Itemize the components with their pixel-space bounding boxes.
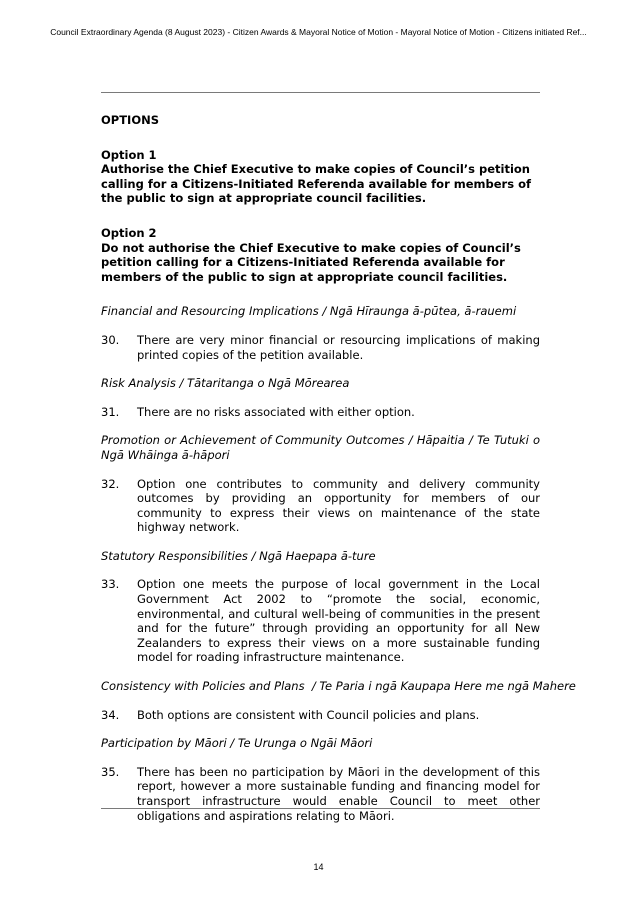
paragraph-text: There has been no participation by Māori in the development of this report, however a more sustainable funding and financing model for transport infrastructure would enable Council to meet other obligations and aspirations relating to Māori. [137, 764, 540, 823]
paragraph-33 [101, 577, 540, 665]
document-body [101, 113, 576, 837]
paragraph-text: Option one contributes to community and delivery community outcomes by providing an opportunity for members of our community to express their views on maintenance of the state highway network. [137, 476, 540, 535]
paragraph-text: There are very minor financial or resourcing implications of making printed copies of the petition available. [137, 332, 540, 362]
section-heading: OPTIONS [101, 113, 160, 127]
paragraph-35 [101, 765, 540, 823]
option-1-label: Option 1 [101, 147, 157, 162]
paragraph-text: There are no risks associated with either option. [137, 404, 415, 419]
subheading-consistency: Consistency with Policies and Plans / Te Paria i ngā Kaupapa Here me ngā Mahere [101, 679, 576, 694]
subheading-statutory: Statutory Responsibilities / Ngā Haepapa ā-ture [101, 548, 376, 563]
paragraph-number: 30. [101, 332, 120, 347]
paragraph-34 [101, 708, 540, 723]
paragraph-number: 34. [101, 707, 120, 722]
top-divider [101, 92, 540, 93]
paragraph-number: 31. [101, 404, 120, 419]
subheading-financial: Financial and Resourcing Implications / Ngā Hīraunga ā-pūtea, ā-rauemi [101, 304, 517, 319]
option-2 [101, 226, 540, 284]
paragraph-text: Both options are consistent with Council policies and plans. [137, 707, 480, 722]
subheading-community-outcomes: Promotion or Achievement of Community Outcomes / Hāpaitia / Te Tutuki o Ngā Whāinga ā-hāpori [101, 433, 540, 462]
bottom-divider [101, 808, 540, 809]
paragraph-number: 35. [101, 764, 120, 779]
paragraph-32 [101, 477, 540, 535]
option-1-text: Authorise the Chief Executive to make copies of Council’s petition calling for a Citizens-Initiated Referenda available for members of the public to sign at appropriate council facilities. [101, 162, 531, 206]
paragraph-text: Option one meets the purpose of local government in the Local Government Act 2002 to “promote the social, economic, environmental, and cultural well-being of communities in the present and for the future” through providing an opportunity for all New Zealanders to express their views on a more sustainable funding model for roading infrastructure maintenance. [137, 577, 540, 665]
subheading-risk: Risk Analysis / Tātaritanga o Ngā Mōrearea [101, 376, 350, 391]
option-2-label: Option 2 [101, 225, 157, 240]
subheading-maori-participation: Participation by Māori / Te Urunga o Ngāi Māori [101, 736, 373, 751]
page-number: 14 [313, 862, 324, 872]
paragraph-30 [101, 333, 540, 362]
option-2-text: Do not authorise the Chief Executive to make copies of Council’s petition calling for a Citizens-Initiated Referenda available for members of the public to sign at appropriate council facilities. [101, 240, 521, 284]
paragraph-number: 33. [101, 577, 120, 592]
running-header: Council Extraordinary Agenda (8 August 2023) - Citizen Awards & Mayoral Notice of Motion - Mayoral Notice of Motion - Citizens initiated Ref... [50, 27, 587, 37]
paragraph-31 [101, 405, 540, 420]
option-1 [101, 148, 540, 206]
paragraph-number: 32. [101, 476, 120, 491]
